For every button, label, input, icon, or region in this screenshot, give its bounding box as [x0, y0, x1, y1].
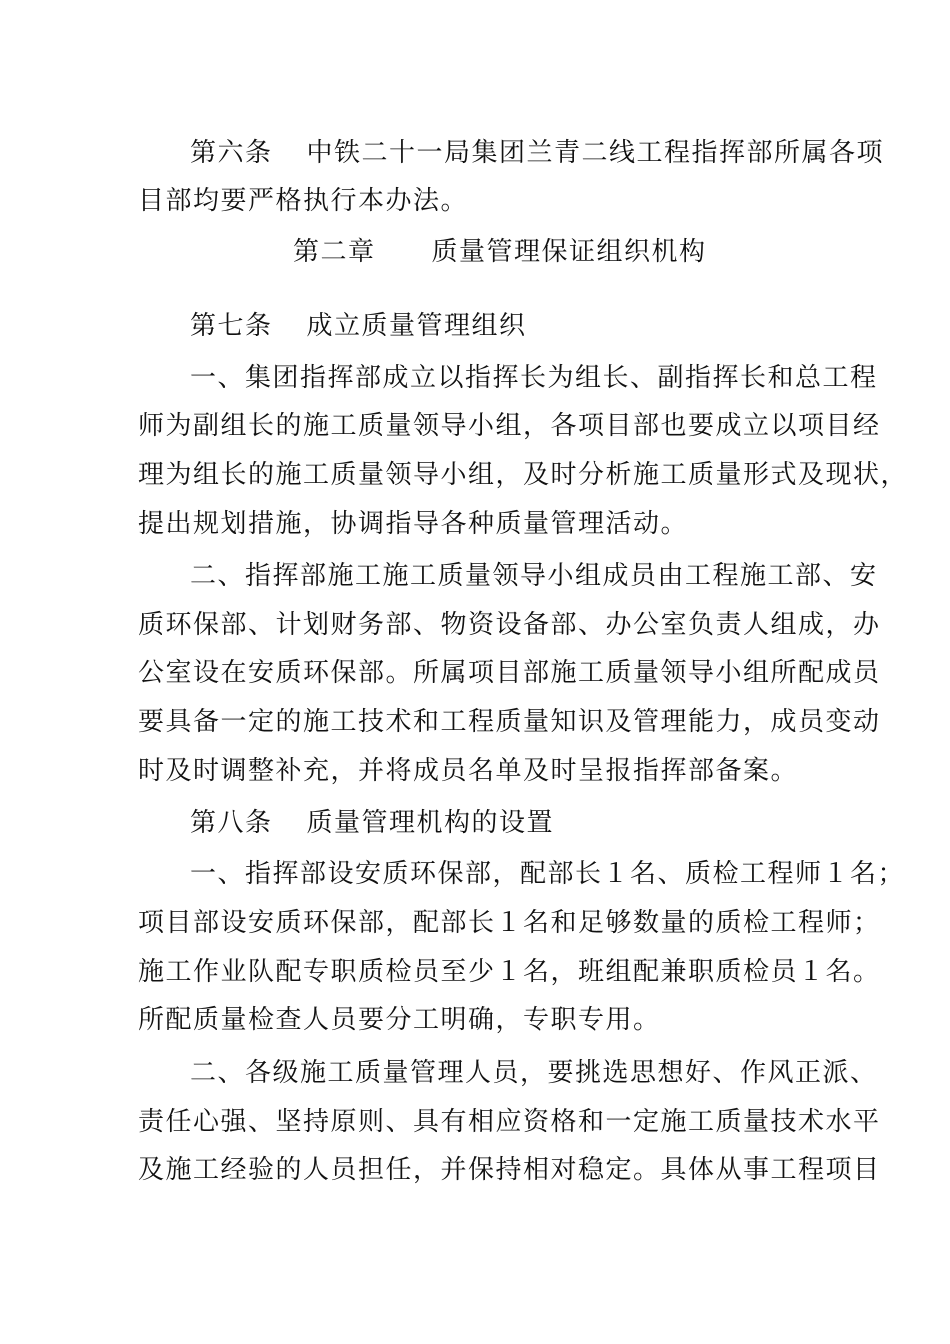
article8-p2-line: 责任心强、坚持原则、具有相应资格和一定施工质量技术水平	[138, 1107, 881, 1137]
chapter-label: 第二章	[293, 237, 376, 267]
article7-title: 成立质量管理组织	[306, 311, 527, 341]
article8-title: 质量管理机构的设置	[306, 808, 555, 838]
article7-p2-line: 质环保部、计划财务部、物资设备部、办公室负责人组成，办	[138, 610, 881, 640]
article8-p2-line: 及施工经验的人员担任，并保持相对稳定。具体从事工程项目	[138, 1155, 881, 1185]
article8-p2-line: 二、各级施工质量管理人员，要挑选思想好、作风正派、	[190, 1058, 878, 1088]
article7-heading	[190, 310, 527, 342]
article7-label: 第七条	[190, 311, 273, 341]
article8-label: 第八条	[190, 808, 273, 838]
article7-p1-line: 理为组长的施工质量领导小组，及时分析施工质量形式及现状，	[138, 460, 909, 490]
article7-p2-line: 二、指挥部施工施工质量领导小组成员由工程施工部、安	[190, 561, 878, 591]
article8-p1-line: 施工作业队配专职质检员至少１名，班组配兼职质检员１名。	[138, 957, 881, 987]
article6-label: 第六条	[190, 138, 273, 168]
article8-p1-line: 所配质量检查人员要分工明确，专职专用。	[138, 1005, 661, 1035]
article6-line2: 目部均要严格执行本办法。	[138, 186, 469, 216]
article7-p2-line: 要具备一定的施工技术和工程质量知识及管理能力，成员变动	[138, 707, 881, 737]
article7-p2-line: 公室设在安质环保部。所属项目部施工质量领导小组所配成员	[138, 658, 881, 688]
article8-p1-line: 一、指挥部设安质环保部，配部长１名、质检工程师１名；	[190, 859, 906, 889]
article7-p2-line: 时及时调整补充，并将成员名单及时呈报指挥部备案。	[138, 756, 799, 786]
article8-p1-line: 项目部设安质环保部，配部长１名和足够数量的质检工程师；	[138, 908, 881, 938]
article7-p1-line: 师为副组长的施工质量领导小组，各项目部也要成立以项目经	[138, 411, 881, 441]
chapter-heading	[293, 236, 707, 268]
chapter-title: 质量管理保证组织机构	[431, 237, 707, 267]
article7-p1-line: 提出规划措施，协调指导各种质量管理活动。	[138, 509, 689, 539]
article6-line1	[190, 137, 884, 169]
article8-heading	[190, 807, 554, 839]
article6-text: 中铁二十一局集团兰青二线工程指挥部所属各项	[306, 138, 885, 168]
article7-p1-line: 一、集团指挥部成立以指挥长为组长、副指挥长和总工程	[190, 363, 878, 393]
